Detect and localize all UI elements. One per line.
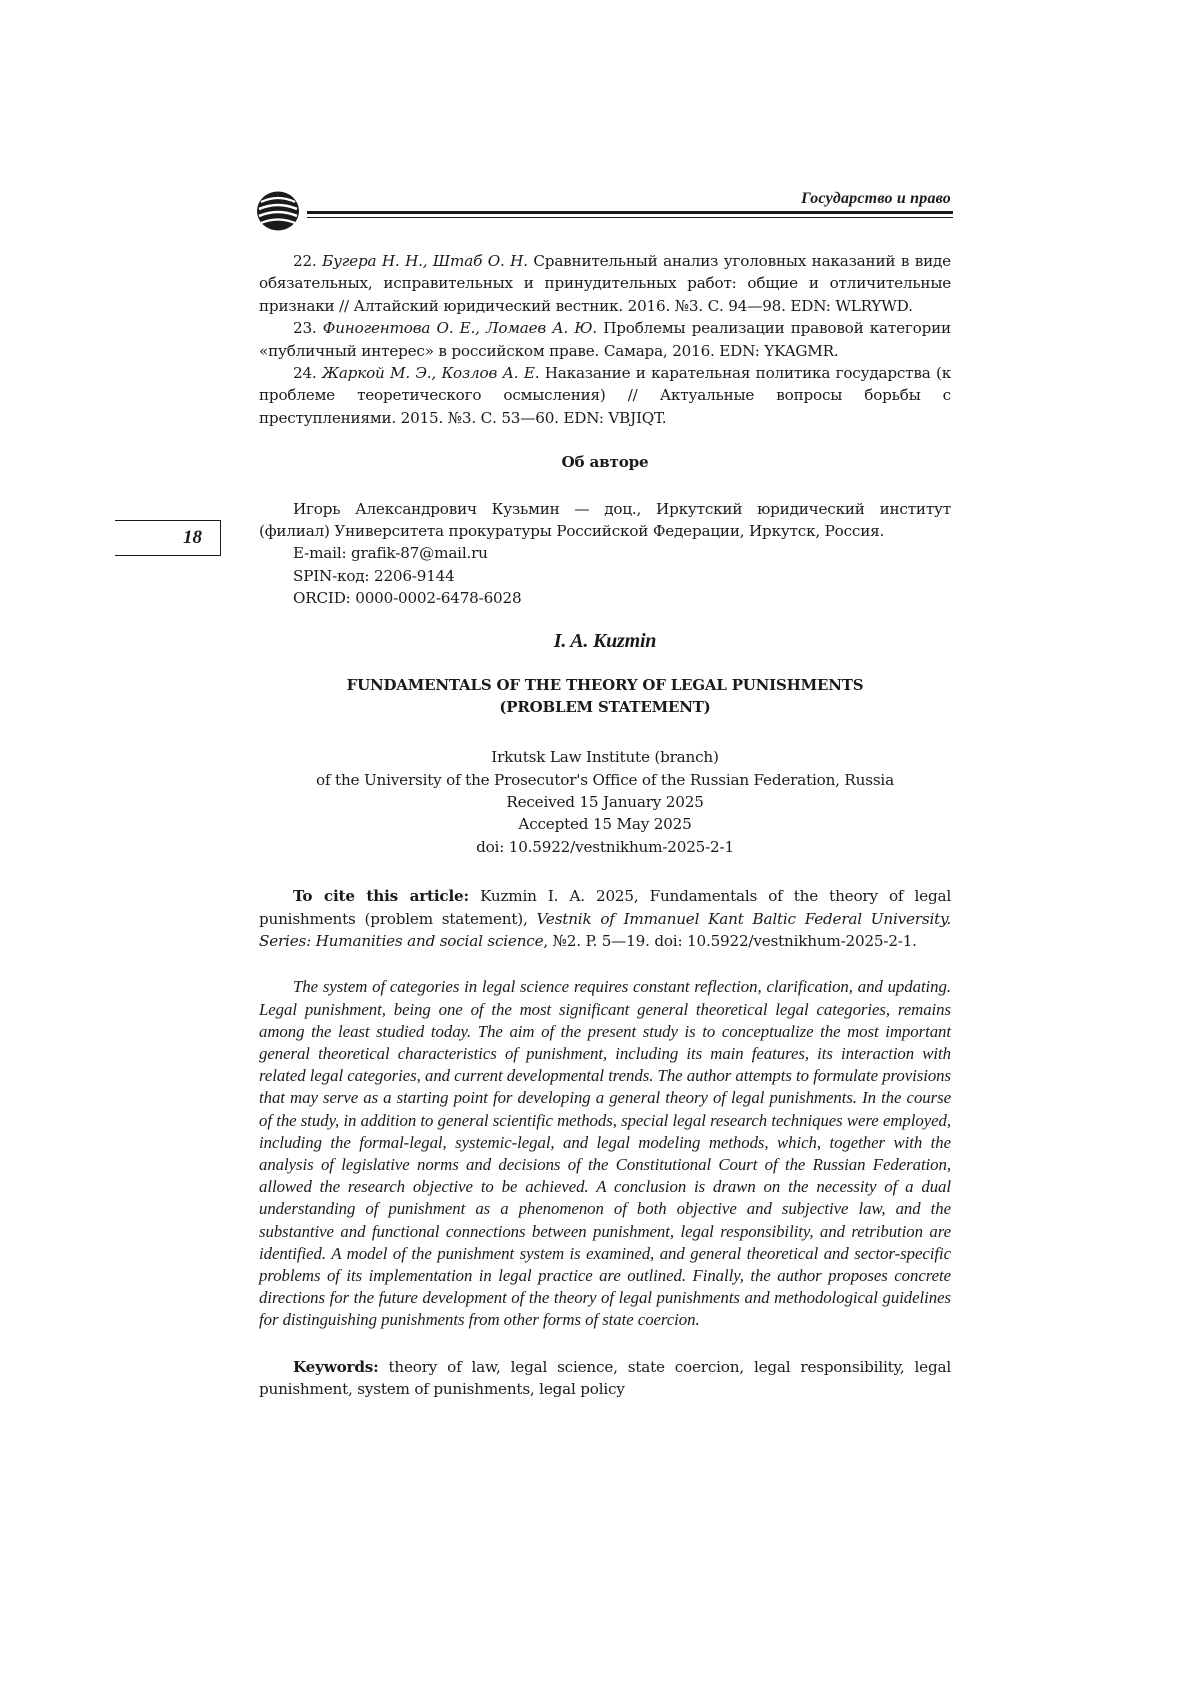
affiliation-block: [259, 746, 951, 858]
author-orcid: ORCID: 0000-0002-6478-6028: [293, 589, 522, 608]
reference-text: Сравнительный анализ уголовных наказаний в виде обязательных, исправительных и принудительных работ: общие и отличительные признаки // Алтайский юридический вестник. 2016. №3. С. 94—98. EDN: WLRYWD.: [259, 252, 951, 315]
main-text-column: [259, 250, 951, 1400]
reference-text: Проблемы реализации правовой категории «публичный интерес» в российском праве. Самара, 2016. EDN: YKAGMR.: [259, 319, 951, 360]
citation-journal: Vestnik of Immanuel Kant Baltic Federal University. Series: Humanities and social science: [259, 909, 951, 950]
author-spin: SPIN-код: 2206-9144: [293, 566, 455, 585]
page-number-box: [115, 520, 221, 556]
english-author-name: I. A. Kuzmin: [553, 629, 657, 652]
keywords-text: theory of law, legal science, state coercion, legal responsibility, legal punishment, system of punishments, legal policy: [259, 1357, 951, 1398]
reference-text: Наказание и карательная политика государства (к проблеме теоретического осмысления) // Актуальные вопросы борьбы с преступлениями. 2015. №3. С. 53—60. EDN: VBJIQT.: [259, 364, 951, 427]
article-title-line: (PROBLEM STATEMENT): [499, 698, 711, 717]
author-email: E-mail: grafik-87@mail.ru: [293, 544, 488, 563]
about-author-block: [259, 498, 951, 610]
abstract: The system of categories in legal science requires constant reflection, clarification, and updating. Legal punishment, being one of the most significant general theoretical legal categories, remains among the least studied today. The aim of the present study is to conceptualize the most important general theoretical characteristics of punishment, including its main features, its interaction with related legal categories, and current developmental trends. The author attempts to formulate provisions that may serve as a starting point for developing a general theory of legal punishments. In the course of the study, in addition to general scientific methods, special legal research techniques were employed, including the formal-legal, systemic-legal, and legal modeling methods, which, together with the analysis of legislative norms and decisions of the Constitutional Court of the Russian Federation, allowed the research objective to be achieved. A conclusion is drawn on the necessity of a dual understanding of punishment as a phenomenon of both objective and subjective law, and the substantive and functional connections between punishment, legal responsibility, and retribution are identified. A model of the punishment system is examined, and general theoretical and sector-specific problems of its implementation in legal practice are outlined. Finally, the author proposes concrete directions for the future development of the theory of legal punishments and methodological guidelines for distinguishing punishments from other forms of state coercion.: [259, 977, 951, 1330]
citation-issue: , №2. P. 5—19. doi: 10.5922/vestnikhum-2025-2-1.: [543, 931, 917, 950]
article-title-line: FUNDAMENTALS OF THE THEORY OF LEGAL PUNISHMENTS: [346, 676, 864, 695]
running-header: [255, 188, 953, 232]
citation-label: To cite this article:: [293, 887, 469, 906]
reference-item: [259, 362, 951, 429]
affiliation-line: of the University of the Prosecutor's Office of the Russian Federation, Russia: [316, 770, 894, 789]
header-rule-thin: [307, 217, 953, 218]
reference-authors: Финогентова О. Е., Ломаев А. Ю.: [322, 319, 597, 338]
doi: doi: 10.5922/vestnikhum-2025-2-1: [476, 837, 734, 856]
reference-number: 24.: [293, 364, 317, 383]
reference-item: [259, 250, 951, 317]
reference-item: [259, 317, 951, 362]
author-bio: Игорь Александрович Кузьмин — доц., Иркутский юридический институт (филиал) Университета прокуратуры Российской Федерации, Иркутск, Россия.: [259, 499, 951, 541]
citation-paragraph: [259, 885, 951, 952]
reference-number: 23.: [293, 319, 317, 338]
keywords-paragraph: [259, 1356, 951, 1401]
article-title: [259, 674, 951, 718]
affiliation-line: Irkutsk Law Institute (branch): [491, 748, 719, 767]
journal-section-title: Государство и право: [801, 190, 951, 207]
reference-authors: Жаркой М. Э., Козлов А. Е.: [321, 364, 540, 383]
keywords-label: Keywords:: [293, 1357, 379, 1376]
reference-authors: Бугера Н. Н., Штаб О. Н.: [322, 252, 528, 270]
citation-text: Kuzmin I. A. 2025, Fundamentals of the theory of legal punishments (problem statement),: [259, 887, 951, 928]
reference-number: 22.: [293, 252, 317, 270]
journal-logo-icon: [255, 190, 301, 232]
page-number: 18: [183, 527, 202, 548]
accepted-date: Accepted 15 May 2025: [518, 815, 692, 834]
received-date: Received 15 January 2025: [506, 792, 704, 811]
about-author-heading: Об авторе: [561, 453, 649, 472]
reference-list: [259, 250, 951, 429]
header-rule: [307, 211, 953, 214]
